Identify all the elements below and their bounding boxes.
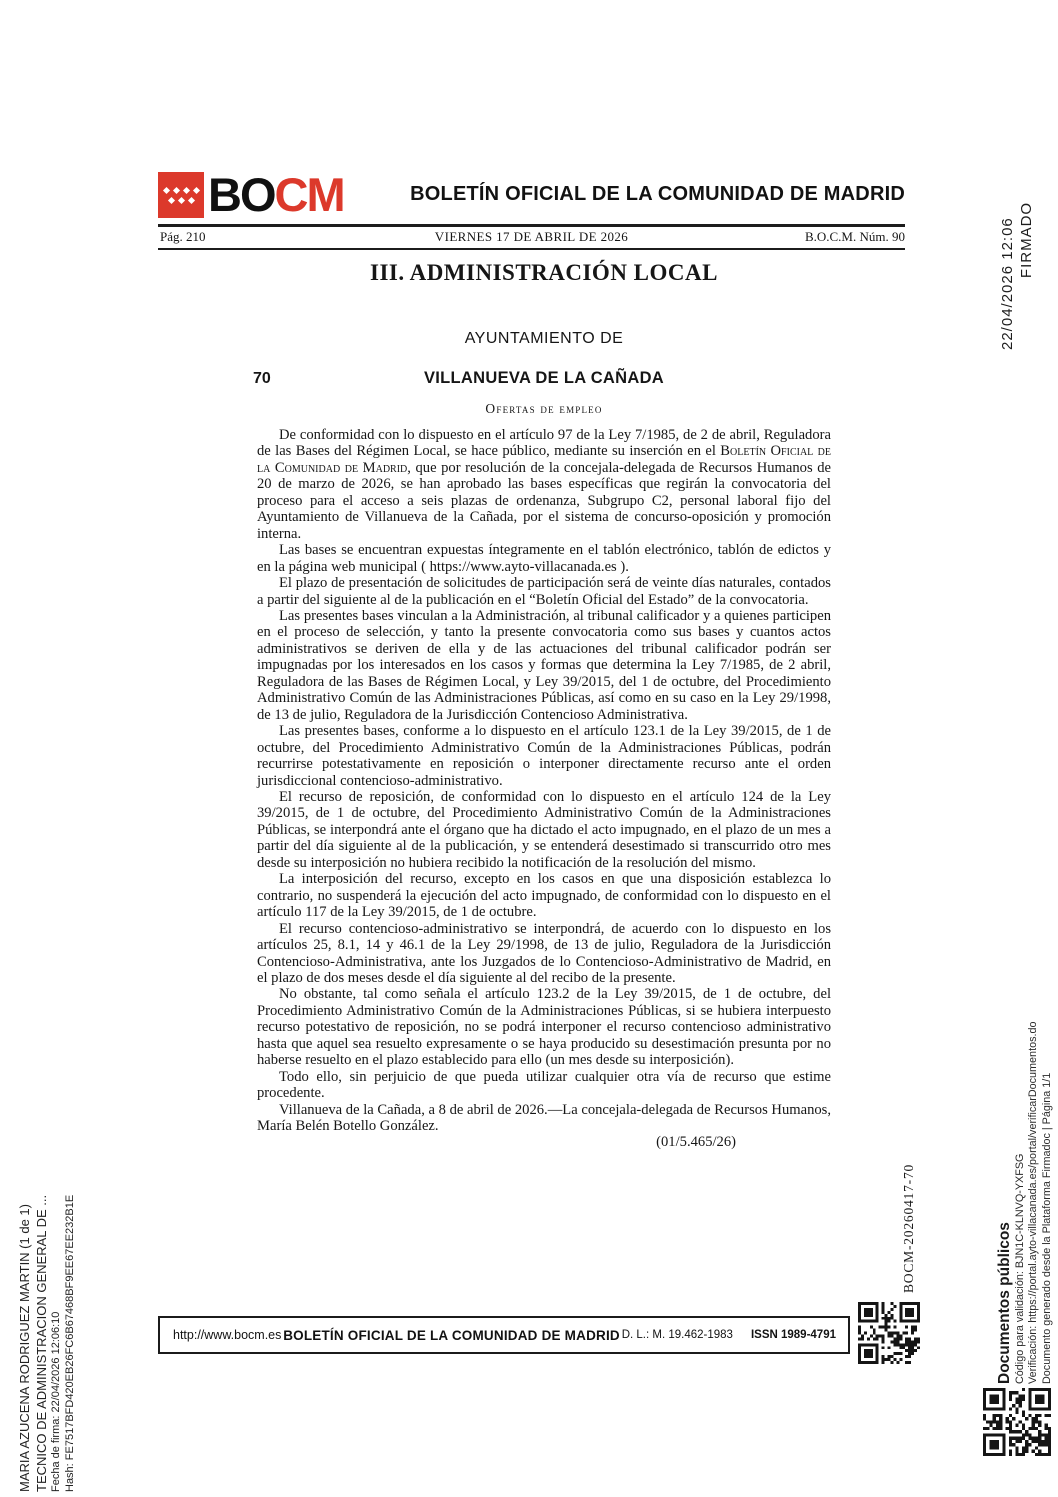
paragraph: Las presentes bases vinculan a la Administración, al tribunal calificador y a quienes participen en el proceso de selección, y tanto la presente convocatoria como sus bases y cuantos actos administrativos se deriven de ella y de las actuaciones del tribunal calificador podrán ser impugnadas por los interesados en los casos y formas que determina la Ley 7/1985, de 2 abril, Reguladora de las Bases de Régimen Local, y Ley 39/2015, del 1 de octubre, del Procedimiento Administrativo Común de las Administraciones Públicas, así como en su caso en la Ley 29/1998, de 13 de julio, Reguladora de la Jurisdicción Contencioso Administrativa. bbox=[257, 607, 831, 723]
footer-title: BOLETÍN OFICIAL DE LA COMUNIDAD DE MADRID bbox=[283, 1327, 620, 1343]
signer-stamp bbox=[17, 1080, 77, 1492]
signer-name: MARIA AZUCENA RODRIGUEZ MARTIN (1 de 1) bbox=[17, 1204, 32, 1492]
municipality-title: VILLANUEVA DE LA CAÑADA bbox=[423, 369, 665, 387]
paragraph-segment: De conformidad con lo dispuesto en el artículo 97 de la Ley 7/1985, de 2 de abril, Reguladora de las Bases del Régimen Local, se hace público, mediante su inserción en el bbox=[257, 427, 831, 460]
paragraph: El plazo de presentación de solicitudes de participación será de veinte días naturales, contados a partir del siguiente al de la publicación en el “Boletín Oficial del Estado” de la convocatoria. bbox=[257, 575, 831, 608]
masthead-title: BOLETÍN OFICIAL DE LA COMUNIDAD DE MADRID bbox=[410, 183, 905, 205]
signed-stamp bbox=[998, 130, 1036, 350]
bocm-logo-text bbox=[208, 168, 344, 221]
madrid-flag-icon bbox=[158, 172, 204, 218]
logo-text-cm: CM bbox=[274, 168, 344, 221]
star-icon bbox=[187, 196, 194, 203]
header-rule-bottom bbox=[158, 248, 905, 250]
signed-datetime: 22/04/2026 12:06 bbox=[999, 217, 1016, 350]
footer-deposit-legal: D. L.: M. 19.462-1983 bbox=[621, 1329, 733, 1341]
paragraph-segment: , que por resolución de la concejala-delegada de Recursos Humanos de 20 de marzo de 2026, se han aprobado las bases específicas que regirán la convocatoria del proceso para el acceso a seis plazas de ordenanza, Subgrupo C2, personal laboral fijo del Ayuntamiento de Villanueva de la Cañada, por el sistema de concurso-oposición y promoción interna. bbox=[257, 459, 831, 542]
document-id: BOCM-20260417-70 bbox=[901, 1163, 916, 1293]
bocm-logo bbox=[158, 168, 344, 221]
article-body bbox=[257, 427, 831, 1151]
announcement-subject: Ofertas de empleo bbox=[485, 401, 603, 416]
paragraph: No obstante, tal como señala el artículo 123.2 de la Ley 39/2015, de 1 de octubre, del Procedimiento Administrativo Común de la Administraciones Públicas, si se hubiera interpuesto recurso potestativo de reposición, no se podrá interponer el recurso contencioso administrativo hasta que aquel sea resuelto expresamente o se haya producido su desestimación presunta por no haberse resuelto en el plazo establecido para ello (un mes desde su interposición). bbox=[257, 986, 831, 1069]
header-rule-top bbox=[158, 224, 905, 227]
insertion-reference: (01/5.465/26) bbox=[656, 1134, 736, 1151]
signature-line: Villanueva de la Cañada, a 8 de abril de 2026.—La concejala-delegada de Recursos Humanos, María Belén Botello González. bbox=[257, 1101, 831, 1135]
validation-stamp bbox=[995, 946, 1054, 1384]
section-title: III. ADMINISTRACIÓN LOCAL bbox=[370, 260, 718, 285]
issue-number: B.O.C.M. Núm. 90 bbox=[804, 229, 905, 244]
paragraph bbox=[257, 427, 831, 542]
paragraph: La interposición del recurso, excepto en los casos en que una disposición establezca lo contrario, no suspenderá la ejecución del acto impugnado, de conformidad con lo dispuesto en el artículo 117 de la Ley 39/2015, de 1 de octubre. bbox=[257, 871, 831, 921]
issue-date: VIERNES 17 DE ABRIL DE 2026 bbox=[434, 229, 629, 244]
entity-title: AYUNTAMIENTO DE bbox=[464, 330, 624, 347]
star-icon bbox=[172, 186, 179, 193]
validation-title: Documentos públicos bbox=[996, 1222, 1013, 1384]
paragraph: Las bases se encuentran expuestas íntegramente en el tablón electrónico, tablón de edictos y en la página web municipal ( https://www.ayto-villacanada.es ). bbox=[257, 542, 831, 575]
footer-url: http://www.bocm.es bbox=[173, 1328, 282, 1342]
star-icon bbox=[192, 186, 199, 193]
validation-url: Verificación: https://portal.ayto-villacanada.es/portal/verificarDocumentos.do bbox=[1027, 1021, 1040, 1384]
validation-code: Código para validación: BJN1C-KLNVQ-YXFSG bbox=[1014, 1153, 1026, 1384]
footer-bar bbox=[158, 1316, 850, 1354]
issue-meta-line bbox=[158, 229, 905, 246]
signed-status: FIRMADO bbox=[1018, 201, 1035, 279]
logo-text-bo: BO bbox=[208, 168, 275, 221]
signer-role: TECNICO DE ADMINISTRACION GENERAL DE ... bbox=[33, 1194, 49, 1492]
footer-issn: ISSN 1989-4791 bbox=[750, 1329, 836, 1341]
qr-code-canvas bbox=[983, 1388, 1051, 1456]
qr-code bbox=[983, 1388, 1051, 1456]
qr-code bbox=[858, 1302, 920, 1364]
star-icon bbox=[167, 196, 174, 203]
page-number: Pág. 210 bbox=[160, 229, 206, 244]
qr-code-canvas bbox=[858, 1302, 920, 1364]
validation-generated: Documento generado desde la Plataforma Firmadoc | Página 1/1 bbox=[1040, 1072, 1053, 1384]
paragraph: Todo ello, sin perjuicio de que pueda utilizar cualquier otra vía de recurso que estime procedente. bbox=[257, 1068, 831, 1102]
signature-hash: Hash: FE7517BFD420EB26FC6B67468BF9EE67EE232B1E bbox=[63, 1194, 76, 1492]
paragraph: Las presentes bases, conforme a lo dispuesto en el artículo 123.1 de la Ley 39/2015, de 1 de octubre, del Procedimiento Administrativo Común de la Administraciones Públicas, podrán recurrirse potestativamente en reposición o interponer directamente recurso ante el orden jurisdiccional contencioso-administrativo. bbox=[257, 723, 831, 789]
star-icon bbox=[162, 186, 169, 193]
star-icon bbox=[182, 186, 189, 193]
flag-star-row bbox=[158, 188, 204, 193]
flag-star-row bbox=[158, 198, 204, 203]
paragraph: El recurso contencioso-administrativo se interpondrá, de acuerdo con lo dispuesto en los artículos 25, 8.1, 14 y 46.1 de la Ley 29/1998, de 13 de julio, Reguladora de la Jurisdicción Contencioso-Administrativa, ante los Juzgados de lo Contencioso-Administrativo de Madrid, en el plazo de dos meses desde el día siguiente al del recibo de la presente. bbox=[257, 920, 831, 986]
signature-date: Fecha de firma: 22/04/2026 12:06:10 bbox=[50, 1311, 62, 1492]
announcement-number: 70 bbox=[253, 370, 271, 387]
paragraph-segment-smallcaps: Boletín Oficial de la Comunidad de Madrid bbox=[257, 443, 831, 476]
star-icon bbox=[177, 196, 184, 203]
paragraph: El recurso de reposición, de conformidad con lo dispuesto en el artículo 124 de la Ley 39/2015, de 1 de octubre, del Procedimiento Administrativo Común de la Administraciones Públicas, se interpondrá ante el órgano que ha dictado el acto impugnado, en el plazo de un mes a partir del día siguiente al de la publicación, y se entenderá desestimado si transcurrido otro mes desde su interposición no hubiera recibido la notificación de la resolución del mismo. bbox=[257, 788, 831, 871]
